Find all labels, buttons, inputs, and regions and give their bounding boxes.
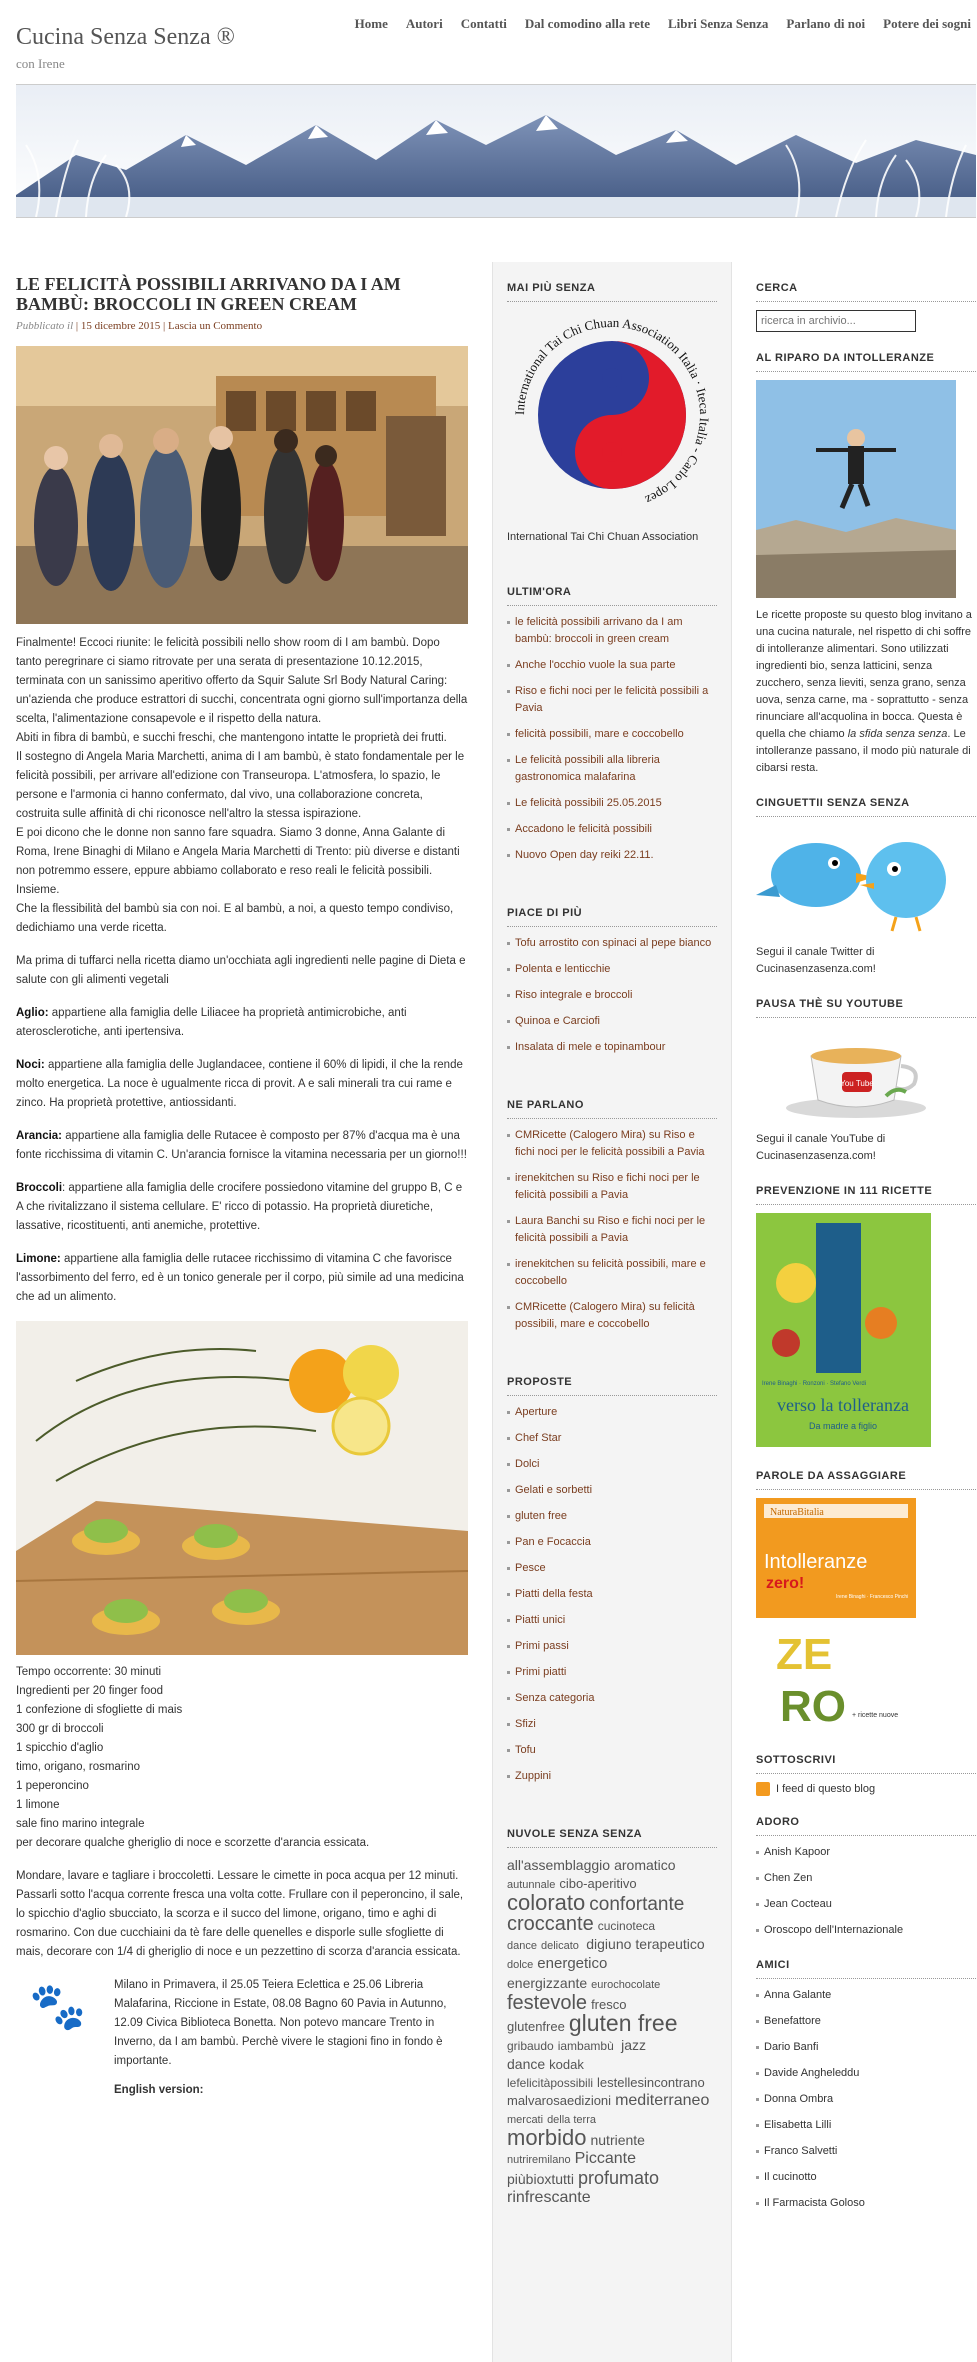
jumping-woman-photo	[756, 380, 956, 598]
riparo-text	[756, 607, 976, 777]
tag[interactable]: cucinoteca	[597, 1919, 656, 1933]
meta-label: Pubblicato il	[16, 320, 74, 332]
tag[interactable]: piùbioxtutti	[507, 2171, 574, 2187]
widget-proposte	[493, 1376, 731, 1808]
amici-link[interactable]: Benefattore	[764, 2015, 821, 2027]
tag[interactable]: all'assemblaggio	[507, 1857, 611, 1873]
right-sidebar	[756, 262, 976, 2221]
widget-pausa-youtube	[756, 998, 976, 1165]
book2-authors: Irene Binaghi · Francesco Pinchi	[836, 1594, 909, 1600]
widget-title: PAUSA THÈ SU YOUTUBE	[756, 998, 976, 1018]
recipe-line: per decorare qualche gheriglio di noce e scorzette d'arancia essicata.	[16, 1837, 370, 1849]
tag[interactable]: malvarosaedizioni	[507, 2093, 612, 2108]
category-link[interactable]: Piatti della festa	[515, 1588, 593, 1600]
riparo-text-a: Le ricette proposte su questo blog invitano a una cucina naturale, nel rispetto di chi soffre di intolleranze alimentari. Sono utilizzati ingredienti bio, senza latticini, senza zucchero, senza lieviti, senza grano, senza uova, senza carne, ma - soprattutto - senza rinunciare all'acquolina in bocca. Questa è quella che chiamo	[756, 609, 972, 740]
tag[interactable]: dance	[507, 1940, 537, 1952]
tag[interactable]: terapeutico	[635, 1936, 705, 1952]
adoro-link[interactable]: Jean Cocteau	[764, 1898, 832, 1910]
tag[interactable]: glutenfree	[507, 2019, 565, 2034]
widget-amici	[756, 1959, 976, 2212]
ultimora-link[interactable]: Le felicità possibili alla libreria gastronomica malafarina	[515, 754, 660, 783]
main-column	[16, 262, 468, 2100]
ultimora-link[interactable]: Nuovo Open day reiki 22.11.	[515, 849, 654, 861]
recipe-section	[16, 1663, 468, 2100]
rss-feed-link[interactable]	[756, 1782, 976, 1796]
book-authors: Irene Binaghi · Ronzoni · Stefano Verdi	[762, 1381, 867, 1387]
header-banner	[16, 84, 976, 218]
comment-link[interactable]: Laura Banchi su Riso e fichi noci per le felicità possibili a Pavia	[515, 1215, 706, 1244]
recipe-line: Ingredienti per 20 finger food	[16, 1685, 164, 1697]
post-body	[16, 634, 468, 1307]
widget-ne-parlano	[493, 1099, 731, 1356]
tag[interactable]: rinfrescante	[507, 2189, 591, 2206]
tag[interactable]: fresco	[591, 1997, 627, 2012]
ingredient-name: Broccoli	[16, 1182, 63, 1194]
nav-libri[interactable]: Libri Senza Senza	[667, 16, 769, 31]
tag[interactable]: confortante	[589, 1894, 685, 1915]
widget-sottoscrivi	[756, 1754, 976, 1796]
intro-text-3: E poi dicono che le donne non sanno fare squadra. Siamo 3 donne, Anna Galante di Roma, Irene Binaghi di Milano e Angela Maria Marchetti di Trento: più diverse e distanti non potremmo essere, eppure abbiamo collaborato e reso reali le felicità possibili. Insieme.	[16, 827, 460, 896]
tag[interactable]: autunnale	[507, 1879, 556, 1891]
widget-riparo	[756, 352, 976, 777]
post-meta: Pubblicato il | 15 dicembre 2015 | Lascia un Commento	[16, 320, 263, 332]
widget-nuvole	[493, 1828, 731, 2221]
tai-chi-logo[interactable]	[507, 310, 717, 520]
intro-paragraph	[16, 634, 468, 938]
category-link[interactable]: Aperture	[515, 1406, 558, 1418]
nav-contatti[interactable]: Contatti	[460, 16, 507, 31]
twitter-birds-icon[interactable]	[756, 825, 956, 935]
category-link[interactable]: Senza categoria	[515, 1692, 595, 1704]
adoro-link[interactable]: Chen Zen	[764, 1872, 813, 1884]
post-title[interactable]: LE FELICITÀ POSSIBILI ARRIVANO DA I AM BAMBÙ: BROCCOLI IN GREEN CREAM	[16, 274, 401, 314]
tag[interactable]: gribaudo	[507, 2039, 554, 2053]
tag[interactable]: Piccante	[574, 2150, 636, 2167]
widget-title: ADORO	[756, 1816, 976, 1836]
showroom-photo	[16, 346, 468, 624]
amici-link[interactable]: Anna Galante	[764, 1989, 832, 2001]
rss-feed-text[interactable]: I feed di questo blog	[776, 1783, 876, 1795]
tag[interactable]: iambambù	[557, 2039, 614, 2053]
logo-ring-text: International Tai Chi Chuan Association Italia · Iteca Italia - Carlo Lopez	[511, 314, 713, 508]
logo-caption[interactable]: International Tai Chi Chuan Association	[507, 531, 699, 543]
tag[interactable]: nutriente	[590, 2132, 645, 2148]
widget-ultimora	[493, 586, 731, 887]
adoro-link[interactable]: Anish Kapoor	[764, 1846, 831, 1858]
nav-home[interactable]: Home	[354, 16, 388, 31]
riparo-text-b: . Le intolleranze passano, il modo più naturale di cibarsi resta.	[756, 728, 971, 774]
twitter-text: Segui il canale Twitter di Cucinasenzasenza.com!	[756, 946, 876, 975]
category-link[interactable]: Piatti unici	[515, 1614, 566, 1626]
site-title[interactable]: Cucina Senza Senza ®	[16, 24, 235, 50]
widget-title: NE PARLANO	[507, 1099, 717, 1119]
tag[interactable]: delicato	[540, 1940, 579, 1952]
category-link[interactable]: Chef Star	[515, 1432, 562, 1444]
ingredient-limone	[16, 1250, 468, 1307]
category-link[interactable]: Primi piatti	[515, 1666, 567, 1678]
ingredient-name: Aglio:	[16, 1007, 49, 1019]
widget-mai-piu-senza	[493, 282, 731, 566]
widget-cinguetti	[756, 797, 976, 978]
recipe-line: timo, origano, rosmarino	[16, 1761, 140, 1773]
tag[interactable]: mercati	[507, 2114, 544, 2126]
widget-title: AL RIPARO DA INTOLLERANZE	[756, 352, 976, 372]
tag[interactable]: nutriremilano	[507, 2154, 571, 2166]
adoro-link[interactable]: Oroscopo dell'Internazionale	[764, 1924, 904, 1936]
recipe-line: 1 limone	[16, 1799, 60, 1811]
ultimora-link[interactable]: Riso e fichi noci per le felicità possibili a Pavia	[515, 685, 709, 714]
ingredient-text: appartiene alla famiglia delle rutacee ricchissimo di vitamina C che favorisce l'assorbimento del ferro, ed è un tonico generale per il corpo, più simile ad una medicina che ad un alimento.	[16, 1253, 464, 1303]
intro-text-0: Finalmente! Eccoci riunite: le felicità possibili nello show room di I am bambù. Dopo tanto peregrinare ci siamo ritrovate per una serata di presentazione 10.12.2015, terminata con un sanissimo aperitivo offerto da Squir Salute Srl Body Natural Caring: un'azienda che produce estrattori di succhi, concentrata ogni giorno sull'importanza della scelta, l'alimentazione consapevole e il rispetto della natura.	[16, 637, 468, 725]
site-header	[0, 0, 977, 76]
tag[interactable]: colorato	[507, 1890, 586, 1915]
tag[interactable]: cibo-aperitivo	[559, 1876, 637, 1891]
tag[interactable]: profumato	[577, 2168, 659, 2188]
ingredient-text: appartiene alla famiglia delle Juglandacee, contiene il 60% di lipidi, il che la rende molto energetica. La noce è ugualmente ricca di provit. A e sali minerali tra cui rame e zinco. Ha proprietà protettive, antiossidanti.	[16, 1059, 463, 1109]
widget-title: PROPOSTE	[507, 1376, 717, 1396]
tag[interactable]: lefelicitàpossibili	[507, 2076, 594, 2090]
ingredient-name: Noci:	[16, 1059, 45, 1071]
amici-link[interactable]: Elisabetta Lilli	[764, 2119, 832, 2131]
english-version-label: English version:	[114, 2084, 204, 2096]
ingredient-arancia	[16, 1127, 468, 1165]
piace-link[interactable]: Quinoa e Carciofi	[515, 1015, 600, 1027]
riparo-text-em: la sfida senza senza	[847, 728, 948, 740]
recipe-photo	[16, 1321, 468, 1655]
widget-adoro	[756, 1816, 976, 1939]
mountain-banner-image	[16, 85, 976, 217]
recipe-line: 1 spicchio d'aglio	[16, 1742, 104, 1754]
amici-link[interactable]: Dario Banfi	[764, 2041, 819, 2053]
ingredient-aglio	[16, 1004, 468, 1042]
book2-title: Intolleranze	[764, 1551, 868, 1573]
comment-link[interactable]: irenekitchen su Riso e fichi noci per le felicità possibili a Pavia	[515, 1172, 700, 1201]
paw-print-icon: 🐾	[29, 1980, 87, 2032]
piace-link[interactable]: Tofu arrostito con spinaci al pepe bianco	[515, 937, 712, 949]
comment-link[interactable]: Lascia un Commento	[167, 320, 263, 332]
tag[interactable]: kodak	[549, 2057, 584, 2072]
comment-link[interactable]: CMRicette (Calogero Mira) su Riso e fichi noci per le felicità possibili a Pavia	[515, 1129, 705, 1158]
top-nav	[355, 16, 971, 32]
widget-title: AMICI	[756, 1959, 976, 1979]
rss-icon[interactable]	[756, 1782, 770, 1796]
youtube-label: You Tube	[840, 1079, 874, 1088]
tag[interactable]: croccante	[507, 1913, 594, 1935]
category-link[interactable]: Sfizi	[515, 1718, 536, 1730]
intro-text-4: Che la flessibilità del bambù sia con noi. E al bambù, a noi, a questo tempo condiviso, dedichiamo una verde ricetta.	[16, 903, 454, 934]
category-link[interactable]: gluten free	[515, 1510, 567, 1522]
intro-text-1: Abiti in fibra di bambù, e succhi freschi, che mantengono intatte le proprietà dei frutti.	[16, 732, 447, 744]
search-input[interactable]	[756, 310, 916, 332]
site-subtitle: con Irene	[16, 56, 65, 71]
comment-link[interactable]: irenekitchen su felicità possibili, mare e coccobello	[515, 1258, 706, 1287]
ultimora-link[interactable]: Anche l'occhio vuole la sua parte	[515, 659, 676, 671]
tag[interactable]: dolce	[507, 1959, 534, 1971]
widget-cerca	[756, 282, 976, 332]
piace-link[interactable]: Polenta e lenticchie	[515, 963, 611, 975]
nav-autori[interactable]: Autori	[405, 16, 443, 31]
zero-veggie-letters-image	[756, 1621, 916, 1731]
tag[interactable]: aromatico	[614, 1857, 676, 1873]
ultimora-link[interactable]: le felicità possibili arrivano da I am bambù: broccoli in green cream	[515, 616, 683, 645]
amici-link[interactable]: Il Farmacista Goloso	[764, 2197, 865, 2209]
events-row	[16, 1976, 468, 2100]
widget-title: SOTTOSCRIVI	[756, 1754, 976, 1774]
category-link[interactable]: Gelati e sorbetti	[515, 1484, 593, 1496]
widget-title: CINGUETTII SENZA SENZA	[756, 797, 976, 817]
amici-link[interactable]: Davide Angheleddu	[764, 2067, 860, 2079]
intro-text-2: Il sostegno di Angela Maria Marchetti, anima di I am bambù, è stato fondamentale per le felicità possibili, per arrivare all'edizione con Transeuropa. L'atmosfera, lo spazio, le persone e l'armonia ci hanno confermato, dal vivo, una collaborazione concreta, costruita sulle affinità di chi riconosce nell'altro la stessa ispirazione.	[16, 751, 465, 820]
nav-dal-comodino[interactable]: Dal comodino alla rete	[524, 16, 650, 31]
widget-title: MAI PIÙ SENZA	[507, 282, 717, 302]
ingredient-name: Arancia:	[16, 1130, 63, 1142]
ingredient-text: : appartiene alla famiglia delle crocifere possiedono vitamine del gruppo B, C e A che rivitalizzano il sistema cellulare. E' ricco di potassio. Ha proprietà diuretiche, lassative, ricostituenti, anti anemiche, protettive.	[16, 1182, 463, 1232]
ingredient-text: appartiene alla famiglia delle Rutacee è composto per 87% d'acqua ma è una fonte ricchissima di vitamin C. Un'arancia fornisce la vitamina necessaria per un giorno!!!	[16, 1130, 467, 1161]
middle-sidebar	[492, 262, 732, 2362]
widget-piace-di-piu	[493, 907, 731, 1079]
ultimora-link[interactable]: Le felicità possibili 25.05.2015	[515, 797, 662, 809]
recipe-line: Tempo occorrente: 30 minuti	[16, 1666, 162, 1678]
category-link[interactable]: Dolci	[515, 1458, 540, 1470]
amici-link[interactable]: Il cucinotto	[764, 2171, 817, 2183]
ultimora-link[interactable]: Accadono le felicità possibili	[515, 823, 652, 835]
youtube-text: Segui il canale YouTube di Cucinasenzasenza.com!	[756, 1133, 886, 1162]
ingredient-text: appartiene alla famiglia delle Liliacee ha proprietà antimicrobiche, anti aterosclerotiche, anti ipertensiva.	[16, 1007, 407, 1038]
book-cover-intolleranze-zero[interactable]	[756, 1498, 916, 1618]
zero-letters-bottom: RO	[780, 1682, 846, 1731]
category-link[interactable]: Pan e Focaccia	[515, 1536, 591, 1548]
widget-title: CERCA	[756, 282, 976, 302]
ultimora-link[interactable]: felicità possibili, mare e coccobello	[515, 728, 684, 740]
tag[interactable]: mediterraneo	[615, 2092, 710, 2109]
tag[interactable]: energizzante	[507, 1975, 588, 1991]
tag[interactable]: energetico	[537, 1955, 608, 1972]
category-link[interactable]: Pesce	[515, 1562, 546, 1574]
tag[interactable]: gluten free	[568, 2010, 678, 2036]
ingredient-noci	[16, 1056, 468, 1113]
widget-title: NUVOLE SENZA SENZA	[507, 1828, 717, 1848]
book-subtitle: Da madre a figlio	[808, 1421, 878, 1431]
widget-parole	[756, 1470, 976, 1734]
widget-title: ULTIM'ORA	[507, 586, 717, 606]
events-text: Milano in Primavera, il 25.05 Teiera Eclettica e 25.06 Libreria Malafarina, Riccione in Estate, 08.08 Bagno 60 Pavia in Autunno, 12.09 Civica Biblioteca Bonetta. Non potevo mancare Trento in Inverno, da I am bambù. Perchè vivere le stagioni fino in fondo è importante.	[114, 1979, 447, 2067]
category-link[interactable]: Tofu	[515, 1744, 536, 1756]
diet-intro: Ma prima di tuffarci nella ricetta diamo un'occhiata agli ingredienti nelle pagine di Dieta e salute con gli alimenti vegetali	[16, 955, 466, 986]
piace-link[interactable]: Insalata di mele e topinambour	[515, 1041, 666, 1053]
book-title: verso la tolleranza	[777, 1395, 909, 1415]
youtube-teacup-icon[interactable]	[756, 1026, 956, 1122]
recipe-line: 1 confezione di sfogliette di mais	[16, 1704, 183, 1716]
comment-link[interactable]: CMRicette (Calogero Mira) su felicità possibili, mare e coccobello	[515, 1301, 695, 1330]
book-cover-verso-la-tolleranza[interactable]	[756, 1213, 931, 1447]
recipe-line: sale fino marino integrale	[16, 1818, 145, 1830]
tag[interactable]: morbido	[507, 2125, 587, 2150]
tag[interactable]: della terra	[547, 2114, 596, 2126]
post-date[interactable]: 15 dicembre 2015	[80, 320, 161, 332]
category-link[interactable]: Zuppini	[515, 1770, 552, 1782]
recipe-line: 300 gr di broccoli	[16, 1723, 104, 1735]
tag[interactable]: lestellesincontrano	[597, 2075, 705, 2090]
tag[interactable]: festevole	[507, 1992, 588, 2014]
ingredient-broccoli	[16, 1179, 468, 1236]
widget-title: PREVENZIONE IN 111 RICETTE	[756, 1185, 976, 1205]
amici-link[interactable]: Franco Salvetti	[764, 2145, 838, 2157]
tag[interactable]: digiuno	[586, 1936, 632, 1952]
widget-title: PAROLE DA ASSAGGIARE	[756, 1470, 976, 1490]
amici-link[interactable]: Donna Ombra	[764, 2093, 834, 2105]
piace-link[interactable]: Riso integrale e broccoli	[515, 989, 633, 1001]
category-link[interactable]: Primi passi	[515, 1640, 569, 1652]
recipe-method: Mondare, lavare e tagliare i broccoletti. Lessare le cimette in poca acqua per 12 minuti. Passarli sotto l'acqua corrente fresca una volta cotte. Frullare con il peperoncino, il sale, lo spicchio d'aglio sbucciato, la scorza e il succo del limone, origano, timo e aghi di rosmarino. Con due cucchiaini da tè fare delle quenelles e disporle sulle sfogliette di mais, decorare con 1/4 di gheriglio di noce e un pezzettino di scorza d'arancia essicata.	[16, 1870, 464, 1958]
zero-tag: + ricette nuove	[852, 1712, 899, 1719]
ingredient-name: Limone:	[16, 1253, 61, 1265]
zero-letters-top: ZE	[776, 1630, 833, 1679]
book2-zero: zero!	[766, 1575, 805, 1592]
book2-brand: NaturaBitalia	[770, 1507, 824, 1518]
recipe-line: 1 peperoncino	[16, 1780, 89, 1792]
nav-parlano[interactable]: Parlano di noi	[786, 16, 866, 31]
tag-cloud	[507, 1856, 717, 2207]
tag[interactable]: eurochocolate	[591, 1979, 661, 1991]
widget-prevenzione	[756, 1185, 976, 1450]
widget-title: PIACE DI PIÙ	[507, 907, 717, 927]
nav-potere-sogni[interactable]: Potere dei sogni	[883, 16, 971, 31]
tag[interactable]: jazz dance	[507, 2037, 646, 2072]
